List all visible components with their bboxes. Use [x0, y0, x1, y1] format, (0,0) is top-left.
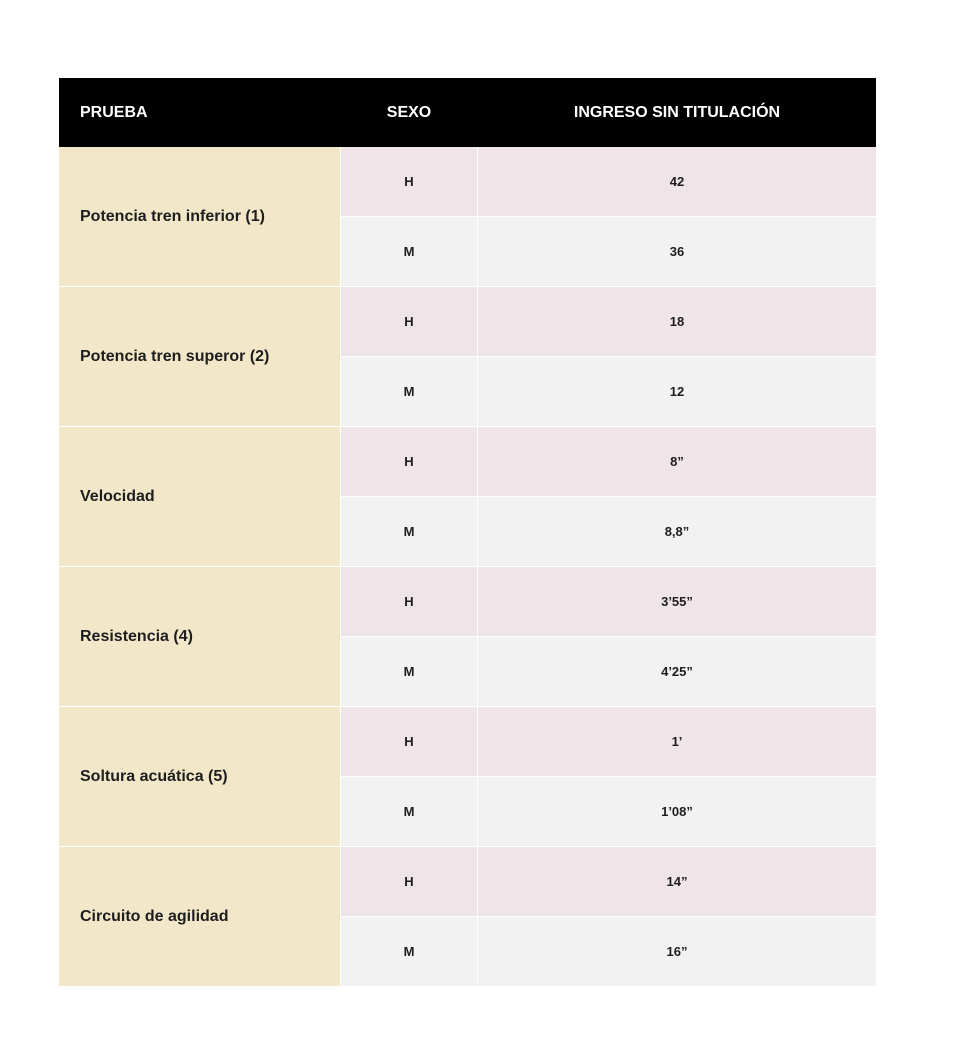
table-group	[59, 287, 876, 427]
sexo-cell: M	[340, 357, 478, 426]
table-header	[59, 78, 876, 147]
ingreso-cell: 16”	[666, 944, 688, 959]
prueba-label: Soltura acuática (5)	[59, 707, 340, 847]
sexo-cell: M	[340, 217, 478, 286]
sexo-cell: H	[340, 567, 478, 636]
prueba-label: Potencia tren superor (2)	[59, 287, 340, 427]
ingreso-cell: 3’55”	[661, 594, 693, 609]
sexo-cell: H	[340, 707, 478, 776]
ingreso-cell: 4’25”	[661, 664, 693, 679]
table-group	[59, 147, 876, 287]
ingreso-cell: 8”	[670, 454, 684, 469]
sexo-cell: M	[340, 497, 478, 566]
prueba-label: Resistencia (4)	[59, 567, 340, 707]
sexo-cell: M	[340, 917, 478, 986]
table-row	[340, 147, 876, 217]
table-group	[59, 567, 876, 707]
table-row	[340, 707, 876, 777]
table-group	[59, 427, 876, 567]
prueba-label: Circuito de agilidad	[59, 847, 340, 987]
table-row	[340, 777, 876, 847]
table-row	[340, 567, 876, 637]
table-group	[59, 847, 876, 987]
ingreso-cell: 14”	[666, 874, 688, 889]
header-sexo: SEXO	[386, 103, 432, 121]
sexo-cell: H	[340, 847, 478, 916]
sexo-cell: H	[340, 287, 478, 356]
ingreso-cell: 42	[669, 174, 685, 189]
ingreso-cell: 1’	[671, 734, 683, 749]
table-row	[340, 637, 876, 707]
table-row	[340, 917, 876, 987]
sexo-cell: H	[340, 427, 478, 496]
table-group	[59, 707, 876, 847]
table-row	[340, 427, 876, 497]
requirements-table	[59, 78, 876, 987]
sexo-cell: H	[340, 147, 478, 216]
table-row	[340, 357, 876, 427]
table-row	[340, 497, 876, 567]
sexo-cell: M	[340, 637, 478, 706]
ingreso-cell: 36	[669, 244, 685, 259]
table-row	[340, 287, 876, 357]
ingreso-cell: 8,8”	[664, 524, 690, 539]
header-prueba: PRUEBA	[80, 103, 148, 121]
ingreso-cell: 12	[669, 384, 685, 399]
table-row	[340, 847, 876, 917]
ingreso-cell: 1’08”	[661, 804, 693, 819]
header-ingreso: INGRESO SIN TITULACIÓN	[573, 103, 781, 121]
prueba-label: Potencia tren inferior (1)	[59, 147, 340, 287]
prueba-label: Velocidad	[59, 427, 340, 567]
table-row	[340, 217, 876, 287]
ingreso-cell: 18	[669, 314, 685, 329]
sexo-cell: M	[340, 777, 478, 846]
